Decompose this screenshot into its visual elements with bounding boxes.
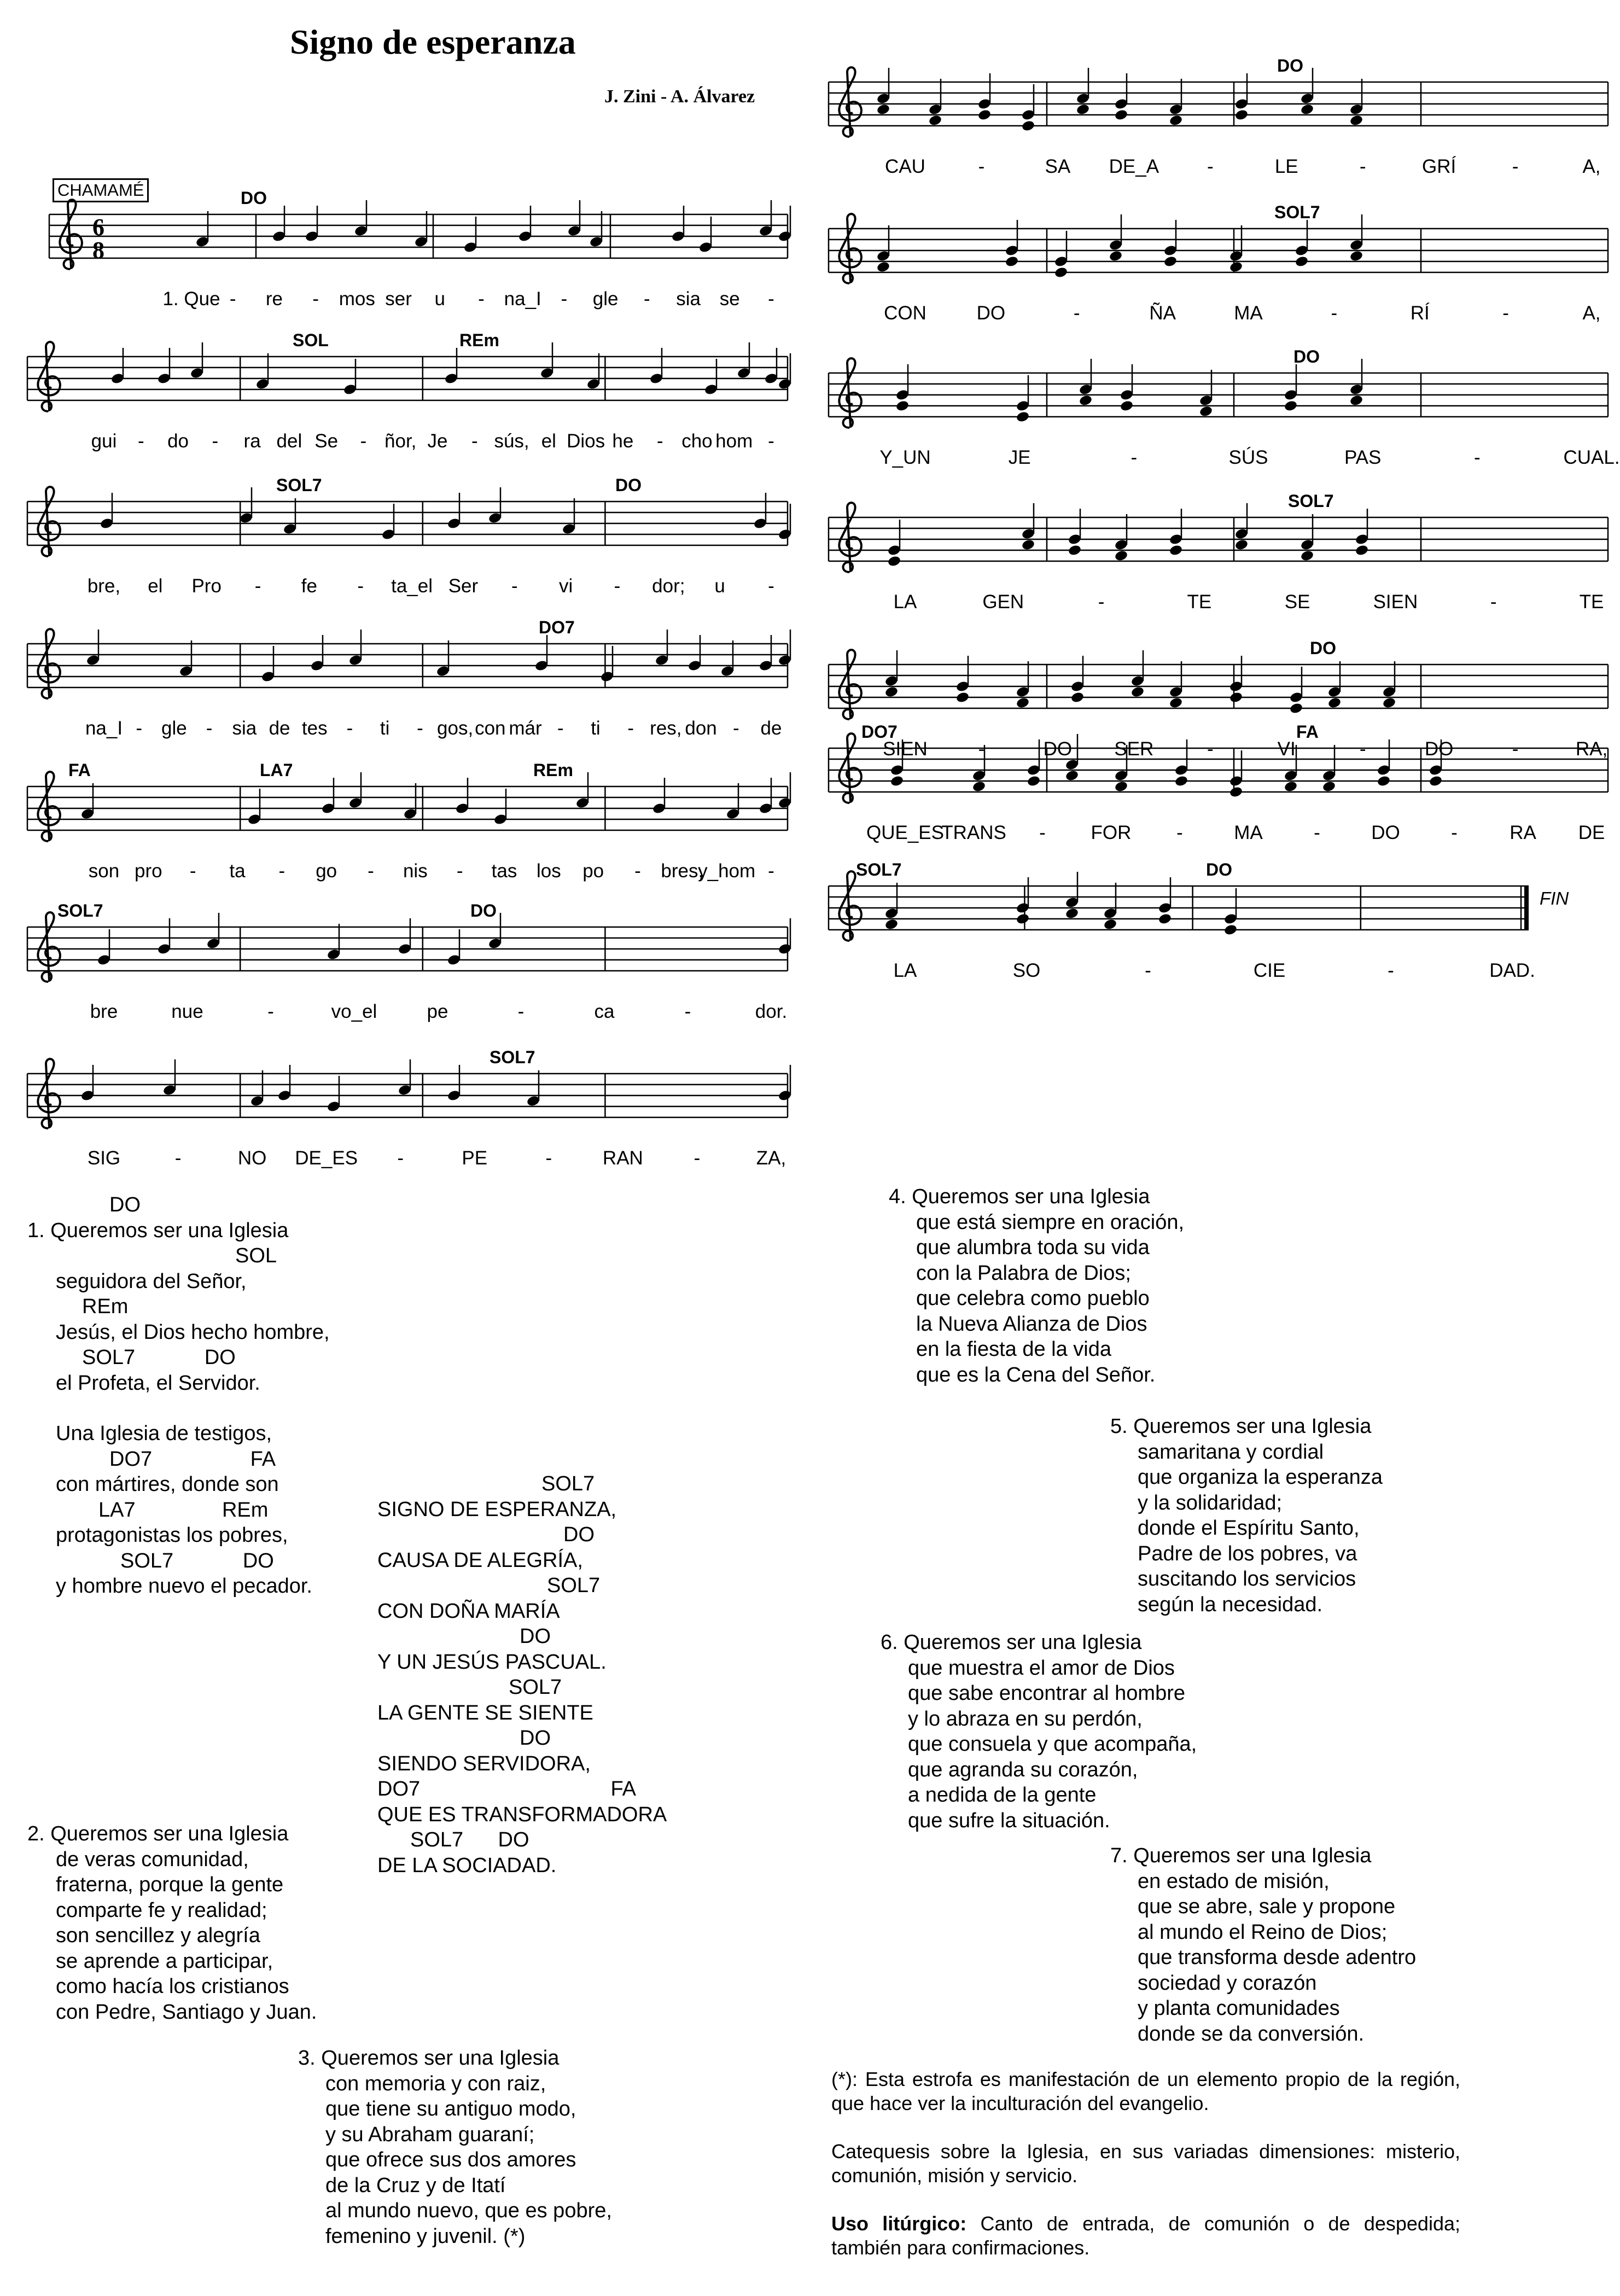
lyric-syllable: gle xyxy=(161,718,187,739)
lyric-syllable: res, xyxy=(650,718,682,739)
catechesis-note: Catequesis sobre la Iglesia, en sus variadas dimensiones: misterio, comunión, misión y servicio. xyxy=(831,2140,1460,2187)
lyric-syllable: - xyxy=(278,860,285,882)
lyric-line: y su Abraham guaraní; xyxy=(325,2123,535,2146)
lyric-syllable: RA xyxy=(1510,822,1536,843)
lyric-syllable: nis xyxy=(403,860,428,882)
lyric-syllable: GRÍ xyxy=(1421,156,1456,177)
lyric-line: SIGNO DE ESPERANZA, xyxy=(377,1497,617,1521)
lyric-line: y lo abraza en su perdón, xyxy=(908,1707,1143,1730)
lyric-syllable: LA xyxy=(893,960,917,981)
lyric-line: el Profeta, el Servidor. xyxy=(56,1371,260,1395)
lyric-syllable: ta xyxy=(229,860,246,882)
lyric-line: 5. Queremos ser una Iglesia xyxy=(1110,1415,1372,1438)
chord-symbol: DO xyxy=(1293,347,1320,366)
lyric-line: 1. Queremos ser una Iglesia xyxy=(27,1219,289,1242)
chord-symbol: SOL7 xyxy=(1288,491,1334,511)
lyric-syllable: Pro xyxy=(191,575,222,597)
lyric-syllable: los xyxy=(536,860,561,882)
footnote: (*): Esta estrofa es manifestación de un elemento propio de la región, que hace ver la inculturación del evangelio. xyxy=(831,2068,1460,2114)
lyric-line: que está siempre en oración, xyxy=(916,1210,1185,1234)
lyric-line: Y UN JESÚS PASCUAL. xyxy=(377,1650,607,1674)
lyric-line: de veras comunidad, xyxy=(56,1848,249,1871)
lyric-syllable: gui xyxy=(91,430,117,452)
lyric-syllable: del xyxy=(276,430,302,452)
lyric-line xyxy=(27,1396,330,1421)
lyric-line: suscitando los servicios xyxy=(1138,1567,1356,1590)
fin-marker: FIN xyxy=(1540,888,1569,908)
lyric-syllable: Je xyxy=(427,430,448,452)
lyric-syllable: DAD. xyxy=(1489,960,1535,981)
lyric-syllable: - xyxy=(1512,156,1519,177)
lyric-syllable: po xyxy=(582,860,604,882)
chord-symbol: SOL7 xyxy=(276,475,322,495)
lyric-syllable: - xyxy=(1073,302,1080,324)
lyric-syllable: PE xyxy=(462,1147,488,1169)
lyric-syllable: RAN xyxy=(602,1147,643,1169)
note-head xyxy=(1103,918,1117,931)
lyric-syllable: CIE xyxy=(1253,960,1286,981)
lyric-syllable: DO xyxy=(1371,822,1400,843)
lyric-syllable: - xyxy=(212,430,219,452)
lyric-syllable: sia xyxy=(232,718,257,739)
lyric-syllable: - xyxy=(1039,822,1046,843)
lyric-line: la Nueva Alianza de Dios xyxy=(916,1312,1147,1336)
lyric-syllable: RÍ xyxy=(1410,302,1430,324)
lyric-syllable: - xyxy=(511,575,518,597)
lyric-line: que tiene su antiguo modo, xyxy=(325,2097,576,2120)
lyric-syllable: LA xyxy=(893,591,917,613)
lyric-line: al mundo nuevo, que es pobre, xyxy=(325,2199,612,2222)
liturgical-use-label: Uso litúrgico: xyxy=(831,2212,967,2235)
lyric-line: femenino y juvenil. (*) xyxy=(325,2224,526,2248)
lyric-line: y hombre nuevo el pecador. xyxy=(56,1575,312,1598)
lyric-syllable: - xyxy=(768,860,774,882)
lyric-line: que muestra el amor de Dios xyxy=(908,1656,1175,1680)
lyric-syllable: - xyxy=(357,575,364,597)
lyric-syllable: - xyxy=(732,718,739,739)
lyric-syllable: sia xyxy=(676,288,701,310)
lyric-line: sociedad y corazón xyxy=(1138,1971,1317,1995)
lyric-syllable: dor; xyxy=(652,575,685,597)
lyric-syllable: CAU xyxy=(885,156,925,177)
lyric-syllable: u xyxy=(434,288,446,310)
lyric-line: DO7 FA xyxy=(377,1778,636,1800)
lyric-syllable: DE_ES xyxy=(295,1147,358,1169)
note-head xyxy=(1223,924,1238,936)
lyric-syllable: se xyxy=(719,288,740,310)
lyric-line: y planta comunidades xyxy=(1138,1997,1340,2020)
lyric-syllable: - xyxy=(1176,822,1183,843)
lyric-syllable: ti xyxy=(380,718,390,739)
lyric-syllable: - xyxy=(1502,302,1509,324)
verse-7-lyrics xyxy=(1110,1843,1416,2047)
lyric-syllable: - xyxy=(1490,591,1497,613)
lyric-line: que sabe encontrar al hombre xyxy=(908,1682,1185,1705)
lyric-syllable: - xyxy=(627,718,634,739)
verse-5-lyrics xyxy=(1110,1414,1383,1617)
lyric-line: que consuela y que acompaña, xyxy=(908,1733,1197,1756)
lyric-syllable: ca xyxy=(594,1001,615,1022)
lyric-syllable: el xyxy=(148,575,163,597)
lyric-line: LA7 REm xyxy=(98,1498,269,1522)
lyric-syllable: do xyxy=(167,430,189,452)
lyric-line: en estado de misión, xyxy=(1138,1869,1330,1893)
lyric-syllable: NO xyxy=(237,1147,267,1169)
lyric-syllable: TE xyxy=(1187,591,1212,613)
lyric-syllable: SÚS xyxy=(1228,447,1268,468)
verse-3-lyrics xyxy=(298,2046,612,2249)
lyric-syllable: dor. xyxy=(755,1001,788,1022)
chord-symbol: DO xyxy=(1277,56,1303,75)
verse-2-lyrics xyxy=(27,1821,317,2025)
lyric-syllable: SIEN xyxy=(883,738,928,760)
lyric-syllable: ZA, xyxy=(756,1147,786,1169)
chord-symbol: DO7 xyxy=(861,722,898,742)
lyric-syllable: MA xyxy=(1234,822,1263,843)
lyric-syllable: - xyxy=(1388,960,1394,981)
lyric-syllable: CON xyxy=(884,302,926,324)
lyric-syllable: DE_A xyxy=(1109,156,1159,177)
lyric-line: Padre de los pobres, va xyxy=(1138,1542,1357,1565)
chord-symbol: DO xyxy=(1206,860,1232,879)
lyric-syllable: TE xyxy=(1579,591,1604,613)
lyric-syllable: - xyxy=(545,1147,552,1169)
lyric-syllable: már xyxy=(509,718,542,739)
lyric-line: que celebra como pueblo xyxy=(916,1287,1150,1310)
lyric-syllable: - xyxy=(768,288,774,310)
lyric-line: samaritana y cordial xyxy=(1138,1440,1324,1464)
lyric-syllable: - xyxy=(471,430,478,452)
lyric-syllable: ñor, xyxy=(384,430,417,452)
lyric-syllable: nue xyxy=(171,1001,203,1022)
verse-1-lyrics xyxy=(27,1192,330,1599)
lyric-syllable: re xyxy=(265,288,283,310)
chord-symbol: DO xyxy=(1310,638,1336,658)
liturgical-use xyxy=(831,2212,1460,2260)
lyric-line: 7. Queremos ser una Iglesia xyxy=(1110,1844,1372,1867)
chord-symbol: REm xyxy=(533,760,573,780)
lyric-line: con memoria y con raiz, xyxy=(325,2072,546,2095)
lyric-syllable: JE xyxy=(1008,447,1031,468)
lyric-line: CAUSA DE ALEGRÍA, xyxy=(377,1548,583,1572)
lyric-line: REm xyxy=(82,1295,129,1318)
lyric-line: con mártires, donde son xyxy=(56,1473,279,1496)
lyric-syllable: - xyxy=(1314,822,1320,843)
liturgical-use-text: Canto de entrada, de comunión o de despedida; también para confirmaciones. xyxy=(831,2212,1460,2259)
lyric-syllable: - xyxy=(1474,447,1481,468)
lyric-syllable: - xyxy=(360,430,367,452)
lyric-syllable: CUAL. xyxy=(1563,447,1620,468)
lyric-syllable: DO xyxy=(1043,738,1073,760)
notes-block xyxy=(831,2067,1460,2284)
lyric-syllable: ser xyxy=(385,288,412,310)
lyric-syllable: ra xyxy=(243,430,261,452)
lyric-syllable: - xyxy=(1359,156,1366,177)
lyric-syllable: PAS xyxy=(1344,447,1382,468)
lyric-line: 4. Queremos ser una Iglesia xyxy=(889,1185,1150,1208)
lyric-line: 3. Queremos ser una Iglesia xyxy=(298,2047,560,2070)
chord-symbol: DO xyxy=(241,188,267,208)
lyric-line: con la Palabra de Dios; xyxy=(916,1261,1131,1285)
lyric-line: que es la Cena del Señor. xyxy=(916,1363,1156,1386)
lyric-syllable: SER xyxy=(1114,738,1154,760)
lyric-syllable: - xyxy=(346,718,353,739)
lyric-syllable: mos xyxy=(339,288,375,310)
lyric-syllable: he xyxy=(612,430,634,452)
chord-symbol: SOL7 xyxy=(57,901,103,920)
lyric-line: al mundo el Reino de Dios; xyxy=(1138,1920,1388,1944)
lyric-syllable: SE xyxy=(1284,591,1310,613)
lyric-syllable: tes xyxy=(301,718,328,739)
lyric-syllable: pro xyxy=(135,860,162,882)
lyric-line: donde se da conversión. xyxy=(1138,2022,1365,2046)
lyric-line: que ofrece sus dos amores xyxy=(325,2148,576,2171)
lyric-syllable: - xyxy=(517,1001,525,1022)
lyric-line: seguidora del Señor, xyxy=(56,1269,247,1293)
lyric-line: SOL7 DO xyxy=(410,1828,529,1851)
lyric-syllable: - xyxy=(397,1147,404,1169)
lyric-syllable: de xyxy=(269,718,290,739)
lyric-line: que sufre la situación. xyxy=(908,1809,1110,1832)
lyric-syllable: u xyxy=(714,575,725,597)
lyric-syllable: SIEN xyxy=(1373,591,1418,613)
lyric-line: 6. Queremos ser una Iglesia xyxy=(881,1631,1142,1654)
lyric-syllable: ti xyxy=(591,718,601,739)
lyric-syllable: - xyxy=(644,288,650,310)
chord-symbol: SOL7 xyxy=(856,860,902,879)
lyric-syllable: 1. Que xyxy=(162,288,220,310)
lyric-line: que organiza la esperanza xyxy=(1138,1466,1383,1489)
lyric-syllable: A, xyxy=(1582,156,1601,177)
lyric-line: son sencillez y alegría xyxy=(56,1924,260,1947)
lyric-line: LA GENTE SE SIENTE xyxy=(377,1701,593,1724)
lyric-line: SOL7 DO xyxy=(82,1346,236,1369)
lyric-syllable: bre xyxy=(90,1001,118,1022)
lyric-syllable: - xyxy=(136,718,143,739)
rhythm-label: CHAMAMÉ xyxy=(53,178,149,202)
lyric-line: que transforma desde adentro xyxy=(1138,1946,1417,1969)
lyric-syllable: son xyxy=(88,860,120,882)
note-head xyxy=(1016,913,1030,925)
lyric-syllable: gle xyxy=(592,288,619,310)
lyric-syllable: bre, xyxy=(87,575,121,597)
lyric-line: DO xyxy=(520,1625,551,1648)
lyric-syllable: SO xyxy=(1012,960,1041,981)
lyric-syllable: y_hom xyxy=(698,860,756,882)
chord-symbol: DO xyxy=(615,475,642,495)
lyric-line: fraterna, porque la gente xyxy=(56,1873,284,1896)
lyric-syllable: Y_UN xyxy=(879,447,931,468)
lyric-syllable: - xyxy=(267,1001,274,1022)
lyric-syllable: de xyxy=(760,718,782,739)
lyric-syllable: - xyxy=(1331,302,1338,324)
lyric-syllable: tas xyxy=(491,860,517,882)
lyric-syllable: - xyxy=(1207,738,1214,760)
song-authors: J. Zini - A. Álvarez xyxy=(604,86,755,107)
lyric-line: Jesús, el Dios hecho hombre, xyxy=(56,1320,330,1344)
lyric-syllable: hom xyxy=(715,430,753,452)
chord-symbol: SOL7 xyxy=(1274,202,1320,222)
chord-symbol: DO7 xyxy=(539,617,575,637)
lyric-syllable: - xyxy=(978,738,985,760)
chord-symbol: REm xyxy=(459,330,499,350)
lyric-line: se aprende a participar, xyxy=(56,1949,273,1973)
lyric-line: con Pedre, Santiago y Juan. xyxy=(56,2000,317,2024)
lyric-syllable: FOR xyxy=(1091,822,1132,843)
lyric-syllable: SA xyxy=(1045,156,1071,177)
lyric-syllable: DE xyxy=(1578,822,1605,843)
chord-symbol: LA7 xyxy=(260,760,293,780)
lyric-syllable: cho xyxy=(681,430,713,452)
chord-symbol: SOL xyxy=(293,330,329,350)
lyric-syllable: na_I xyxy=(504,288,541,310)
lyric-line: comparte fe y realidad; xyxy=(56,1898,267,1922)
lyric-syllable: - xyxy=(1098,591,1105,613)
time-signature-denominator: 8 xyxy=(92,237,104,264)
lyric-line: SOL7 xyxy=(547,1574,601,1597)
chord-symbol: SOL7 xyxy=(490,1047,535,1067)
lyric-syllable: gos, xyxy=(437,718,474,739)
lyric-syllable: - xyxy=(634,860,641,882)
lyric-line: DO xyxy=(109,1193,141,1216)
lyric-syllable: - xyxy=(1145,960,1151,981)
lyric-syllable: DO xyxy=(1424,738,1454,760)
lyric-syllable: - xyxy=(978,156,985,177)
lyric-syllable: RA, xyxy=(1575,738,1608,760)
lyric-syllable: pe xyxy=(427,1001,448,1022)
lyric-line: según la necesidad. xyxy=(1138,1593,1323,1616)
note-head xyxy=(884,918,899,931)
lyric-syllable: - xyxy=(768,430,774,452)
lyric-line: DO7 FA xyxy=(109,1447,276,1471)
lyric-line: DE LA SOCIADAD. xyxy=(377,1854,557,1877)
note-head xyxy=(1065,907,1079,920)
lyric-syllable: - xyxy=(694,1147,701,1169)
lyric-syllable: don xyxy=(685,718,717,739)
lyric-line: a nedida de la gente xyxy=(908,1784,1097,1807)
lyric-syllable: fe xyxy=(301,575,317,597)
lyric-syllable: con xyxy=(475,718,506,739)
lyric-syllable: VI xyxy=(1277,738,1296,760)
lyric-syllable: LE xyxy=(1274,156,1298,177)
lyric-line: Una Iglesia de testigos, xyxy=(56,1422,272,1445)
lyric-syllable: QUE_ES xyxy=(866,822,944,843)
chord-symbol: DO xyxy=(470,901,497,920)
lyric-syllable: - xyxy=(368,860,374,882)
verse-6-lyrics xyxy=(881,1630,1197,1833)
lyric-line: donde el Espíritu Santo, xyxy=(1138,1517,1360,1540)
lyric-syllable: - xyxy=(137,430,144,452)
lyric-syllable: - xyxy=(684,1001,691,1022)
lyric-line: SOL7 xyxy=(541,1472,595,1495)
lyric-line: SIENDO SERVIDORA, xyxy=(377,1752,591,1775)
lyric-syllable: - xyxy=(1512,738,1519,760)
lyric-syllable: sús, xyxy=(494,430,529,452)
lyric-line: de la Cruz y de Itatí xyxy=(325,2173,506,2197)
lyric-syllable: el xyxy=(541,430,556,452)
lyric-line: QUE ES TRANSFORMADORA xyxy=(377,1803,667,1826)
lyric-line: 2. Queremos ser una Iglesia xyxy=(27,1822,289,1845)
song-title: Signo de esperanza xyxy=(290,22,576,61)
lyric-line: DO xyxy=(520,1727,551,1750)
lyric-syllable: vi xyxy=(558,575,573,597)
lyric-syllable: A, xyxy=(1582,302,1601,324)
lyric-syllable: Ser xyxy=(448,575,479,597)
lyric-syllable: GEN xyxy=(982,591,1024,613)
chorus-lyrics xyxy=(377,1471,667,1878)
lyric-line: como hacía los cristianos xyxy=(56,1975,289,1998)
lyric-syllable: - xyxy=(478,288,485,310)
lyric-syllable: ÑA xyxy=(1149,302,1176,324)
lyric-line: y la solidaridad; xyxy=(1138,1491,1283,1514)
lyric-syllable: MA xyxy=(1234,302,1263,324)
lyric-syllable: bres, xyxy=(661,860,704,882)
lyric-syllable: - xyxy=(557,718,564,739)
lyric-syllable: go xyxy=(316,860,337,882)
lyric-line: que agranda su corazón, xyxy=(908,1758,1138,1781)
lyric-syllable: - xyxy=(768,575,774,597)
lyric-line: protagonistas los pobres, xyxy=(56,1524,288,1547)
lyric-syllable: - xyxy=(1359,738,1366,760)
lyric-line: CON DOÑA MARÍA xyxy=(377,1599,560,1623)
time-signature-numerator: 6 xyxy=(92,214,104,241)
note-head xyxy=(1158,913,1172,925)
lyric-syllable: - xyxy=(456,860,463,882)
lyric-syllable: - xyxy=(174,1147,182,1169)
lyric-line: SOL7 DO xyxy=(120,1549,274,1572)
chord-symbol: FA xyxy=(68,760,91,780)
lyric-syllable: - xyxy=(254,575,261,597)
lyric-syllable: - xyxy=(656,430,663,452)
lyric-line: SOL xyxy=(235,1244,277,1267)
lyric-syllable: - xyxy=(417,718,423,739)
lyric-line: que alumbra toda su vida xyxy=(916,1236,1150,1259)
lyric-syllable: - xyxy=(561,288,568,310)
lyric-syllable: Dios xyxy=(567,430,605,452)
lyric-syllable: ta_el xyxy=(391,575,433,597)
lyric-syllable: Se xyxy=(314,430,339,452)
chord-symbol: FA xyxy=(1296,722,1319,742)
lyric-syllable: - xyxy=(1451,822,1458,843)
lyric-syllable: TRANS xyxy=(941,822,1006,843)
lyric-syllable: na_I xyxy=(85,718,123,739)
final-barline-thick xyxy=(1524,886,1529,930)
lyric-syllable: vo_el xyxy=(331,1001,377,1022)
lyric-syllable: - xyxy=(614,575,621,597)
lyric-syllable: - xyxy=(312,288,319,310)
verse-4-lyrics xyxy=(889,1184,1184,1388)
lyric-syllable: - xyxy=(1130,447,1138,468)
lyric-syllable: - xyxy=(1207,156,1214,177)
lyric-syllable: SIG xyxy=(87,1147,121,1169)
lyric-syllable: - xyxy=(206,718,213,739)
lyric-syllable: DO xyxy=(976,302,1006,324)
lyric-line: DO xyxy=(563,1523,595,1546)
lyric-syllable: - xyxy=(229,288,236,310)
lyric-line: que se abre, sale y propone xyxy=(1138,1895,1396,1918)
lyric-line: SOL7 xyxy=(509,1676,562,1699)
lyric-line: en la fiesta de la vida xyxy=(916,1338,1112,1361)
lyric-syllable: - xyxy=(189,860,196,882)
